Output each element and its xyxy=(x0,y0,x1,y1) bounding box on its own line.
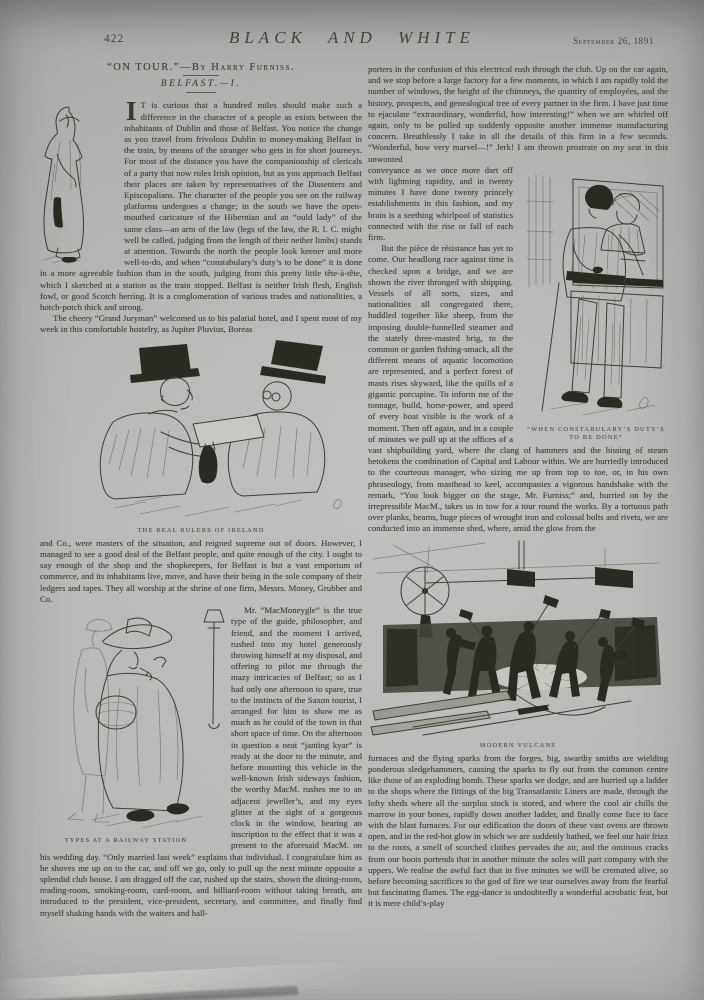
paragraph-1: T is curious that a hundred miles should make such a difference in the character of a people as exists between the inhabitants of Dublin and those of Belfast. You notice the change as you travel from frivolous Dublin to money-making Belfast in the train, by means of the stranger who gets in for short journeys. For most of the distance you have the companionship of clericals of a party that now rules Irish opinion, but as you approach Belfast their places are taken by representatives of the Dissenters and Episcopalians. The character of the people you see on the railway platforms undergoes a change; in the south we have the open-mouthed caricature of the Hibernian and an “ould lady” of the same class—an arm of the law (legs of the law, the R. I. C. might well be called, judging from the length of their nether limbs) stands at attention. Towards the north the people look keener and more well-to-do, and when “constabulary’s duty’s to be done” it is done in a more agreeable fashion than in the south, judging from this pretty little tête-à-tête, which I sketched at a station as the train stopped. Belfast is neither Irish flesh, English fowl, or good Scotch herring. It is a conglomeration of various trades and nationalities, a hotch-potch thick and strong. xyxy=(40,100,362,313)
article-title: “ON TOUR.”—By Harry Furniss. xyxy=(107,62,295,73)
figure-railway-types xyxy=(40,608,222,845)
issue-date: September 26, 1891 xyxy=(573,36,654,46)
paragraph-2: The cheery “Grand Juryman” welcomed us to his palatial hotel, and I spent most of my week in this comfortable hostelry, as Jupiter Pluvius, Boreas xyxy=(40,313,362,335)
subtitle-rule xyxy=(186,92,216,93)
title-rule xyxy=(183,75,219,76)
figure-caption-real-rulers: THE REAL RULERS OF IRELAND xyxy=(137,526,265,534)
paragraph-6: But the pièce de résistance has yet to come. Our headlong race against time is checked upon a bridge, and we are shown the river thronged with shipping. Vessels of all sorts, sizes, and nationalities all congregated there, huddled together like sheep, from the imposing double-funnelled steamer and the stately three-masted brig, to the common or garden fishing-smack, all the different means of aquatic locomotion are represented, and a perfect forest of masts rises skyward, like the quills of a gigantic porcupine. To inform me of the tonnage, build, horse-power, and speed of every boat visible is the work of a moment. Then off again, and in a couple of minutes we pull up at the offices of a vast shipbuilding yard, where the clang of hammers and the hissing of steam betokens the combination of Capital and Labour within. We are hurriedly introduced to the courteous manager, who sizing me up from top to toe, or, in his own phraseology, from masthead to keel, accompanies a vigorous handshake with the remark, “You look bigger on the stage, Mr. Furniss;” and, hurried on by the irrepressible MacM., takes us in tow for a tour round the works. By a tortuous path over planks, beams, huge pieces of wrought iron and colossal bolts and rivets, we are conducted into an immense shed, where, amid the glow from the xyxy=(368,243,668,534)
article-header xyxy=(40,62,362,93)
figure-modern-vulcans xyxy=(368,539,668,750)
shawled-woman-illustration xyxy=(40,102,116,264)
constabulary-illustration xyxy=(522,167,668,421)
figure-caption-constabulary: “WHEN CONSTABULARY’S DUTY’S TO BE DONE” xyxy=(527,426,665,442)
paragraph-4-block xyxy=(40,605,362,919)
real-rulers-illustration xyxy=(45,340,357,522)
figure-constabulary xyxy=(522,167,668,442)
figure-real-rulers xyxy=(40,340,362,535)
article-subtitle: BELFAST.—I. xyxy=(160,79,242,90)
paragraph-7: furnaces and the flying sparks from the forges, big, swarthy smiths are wielding ponderous sledgehammers, causing the sparks to fly out from the common centre like those of an exploding bomb. These sparks we dodge, and are hurried up a ladder to the shops where the fittings of the big Transatlantic Liners are made, through the lofty sheds where all the surplus stock is stored, and where the cool air chills the marrow in your bones, rapidly down another ladder, and finally come face to face with the blast furnaces. For our edification the doors of these vast ovens are thrown open, and in the red-hot glow in which we are suddenly bathed, we feel our hair frizz to the roots, a smell of scorched clothes pervades the air, and the ominous cracks from our boots portends that in another minute the soles will part company with the uppers. We realise the awful fact that in five minutes we will be cremated alive, so before becoming sacrifices to the god of fire we tear ourselves away from the fearful but fascinating flames. The egg-dance is undoubtedly a wonderful acrobatic feat, but it is mere child’s-play xyxy=(368,752,668,909)
drop-cap: I xyxy=(126,96,137,127)
paragraph-5: porters in the confusion of this electrical rush through the club. Up on the car again, and we stop before a large factory for a few moments, in which I am rapidly told the number of windows, the height of the chimneys, the quantity of employées, and the history, prospects, and genealogical tree of every partner in the firm. I have just time to ejaculate “extraordinary, wonderful, how interesting!” when we are whirled off again, only to be pulled up suddenly opposite another immense manufacturing concern. Breathlessly I take in all the details of this firm in a few seconds. “Wonderful, how very marvel—!” Jerk! I am thrown prostrate on my seat in this unwonted xyxy=(368,64,668,164)
paragraph-4: Mr. “MacMoneygle” is the true type of the guide, philosopher, and friend, and the moment I arrived, rushed into my hotel generously throwing himself at my disposal, and offering to pilot me through the mazy intricacies of Belfast; so as I had only one afternoon to spare, true to the instincts of the Saxon tourist, I arranged for him to show me as much as he could of the town in that short space of time. On the afternoon in question a neat “janting kyar” is ready at the door to the minute, and before mounting this vehicle in the well-known Irish sideways fashion, the worthy MacM. rushes me to an adjacent jeweller’s, and my eyes glitter at the sight of a gorgeous clock in the window, bearing an inscription to the effect that it was a present to the aforesaid MacM. on his wedding day. “Only married last week” explains that individual. I congratulate him as he shoves me up on to the car, and off we go, only to pull up the next minute opposite a splendid club house. I am dragged off the car, rushed up the stairs, shown the dining-room, reading-room, smoking-room, card-room, and billiard-room without taking breath, am introduced to the president, vice-president, secretary, and committee, and finally find myself shaking hands with the waiters and hall- xyxy=(40,605,362,918)
paragraph-3: and Co., were masters of the situation, and reigned supreme out of doors. However, I managed to see a good deal of the Belfast people, and quite enough of the city. I ought to say enough of the shop and the shopkeepers, for Belfast is but a vast emporium of commerce, and its inhabitants live, move, and have their being in the sole company of their ledgers and tapes. They all worship at the shrine of one firm, Messrs. Money, Grubber and Co. xyxy=(40,537,362,604)
left-column xyxy=(40,56,362,970)
masthead-title: BLACK AND WHITE xyxy=(228,28,476,47)
right-column xyxy=(368,56,668,970)
paragraph-5-continued: conveyance as we once more dart off with lightning rapidity, and in twenty minutes I have done twenty princely establishments in this fashion, and my brain is a seething whirlpool of statistics connected with the rise or fall of each firm. xyxy=(368,164,513,243)
figure-caption-railway-types: TYPES AT A RAILWAY STATION xyxy=(64,837,188,845)
modern-vulcans-illustration xyxy=(369,539,667,737)
opening-paragraph xyxy=(40,96,362,313)
figure-caption-modern-vulcans: MODERN VULCANS xyxy=(479,741,557,749)
railway-types-illustration xyxy=(43,608,235,832)
page-number: 422 xyxy=(104,33,125,45)
